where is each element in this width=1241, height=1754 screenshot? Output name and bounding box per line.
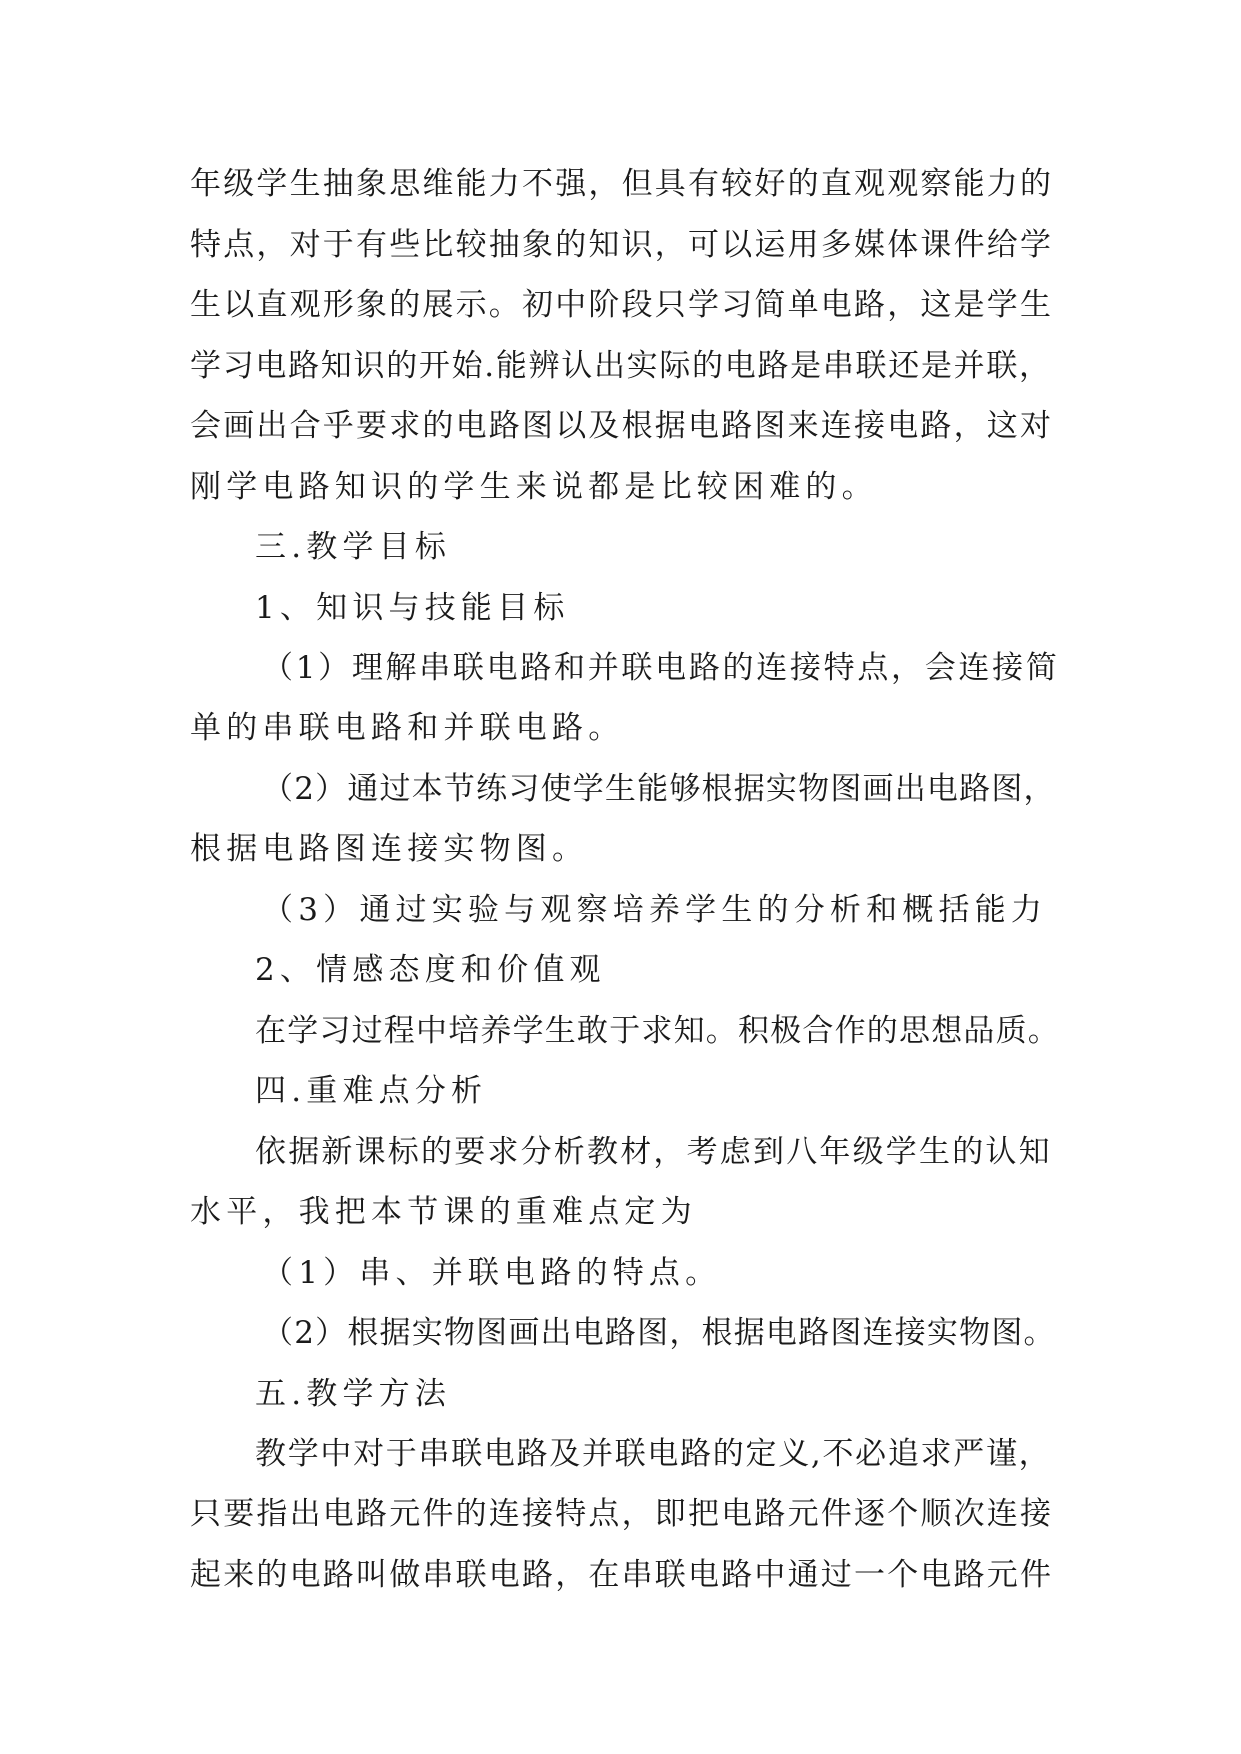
list-item: （1）理解串联电路和并联电路的连接特点，会连接简 [262,650,1060,686]
body-text-line: 特点，对于有些比较抽象的知识，可以运用多媒体课件给学 [190,227,1054,263]
section-heading: 三.教学目标 [255,529,452,565]
subsection-heading: 1、知识与技能目标 [255,590,570,626]
body-text-line: 会画出合乎要求的电路图以及根据电路图来连接电路，这对 [190,408,1054,444]
body-text-line: 水平，我把本节课的重难点定为 [190,1194,697,1230]
body-text-line: 生以直观形象的展示。初中阶段只学习简单电路，这是学生 [190,287,1054,323]
body-text-line: 只要指出电路元件的连接特点，即把电路元件逐个顺次连接 [190,1496,1054,1532]
list-item: （2）根据实物图画出电路图，根据电路图连接实物图。 [262,1315,1056,1351]
body-text-line: 依据新课标的要求分析教材，考虑到八年级学生的认知 [255,1134,1052,1170]
section-heading: 四.重难点分析 [255,1073,488,1109]
body-text-line: 年级学生抽象思维能力不强，但具有较好的直观观察能力的 [190,166,1054,202]
list-item: （1）串、并联电路的特点。 [262,1255,722,1291]
body-text-line: 起来的电路叫做串联电路，在串联电路中通过一个电路元件 [190,1557,1054,1593]
body-text-line: 根据电路图连接实物图。 [190,831,589,867]
subsection-heading: 2、情感态度和价值观 [255,952,606,988]
section-heading: 五.教学方法 [255,1376,452,1412]
body-text-line: 学习电路知识的开始.能辨认出实际的电路是串联还是并联， [190,348,1052,384]
body-text-line: 刚学电路知识的学生来说都是比较困难的。 [190,469,878,505]
list-item: （3）通过实验与观察培养学生的分析和概括能力 [262,892,1048,928]
body-text-line: 单的串联电路和并联电路。 [190,710,625,746]
body-text-line: 教学中对于串联电路及并联电路的定义,不必追求严谨， [255,1436,1052,1472]
body-text-line: 在学习过程中培养学生敢于求知。积极合作的思想品质。 [255,1013,1060,1049]
list-item: （2）通过本节练习使学生能够根据实物图画出电路图， [262,771,1056,807]
